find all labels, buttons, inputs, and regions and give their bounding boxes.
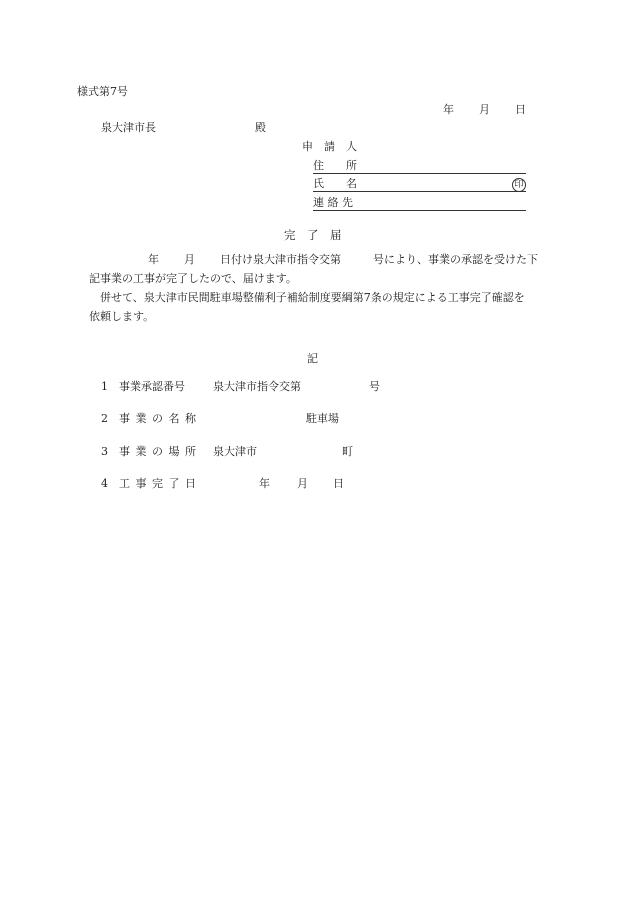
item-label: 事 業 の 場 所 bbox=[119, 445, 197, 458]
addressee-name: 泉大津市長 bbox=[101, 121, 156, 134]
item-number: 3 bbox=[101, 445, 108, 458]
form-number: 様式第7号 bbox=[77, 85, 128, 98]
name-label: 氏 名 bbox=[313, 177, 357, 190]
body-month: 月 bbox=[184, 253, 195, 266]
body-line3: 併せて、泉大津市民間駐車場整備利子補給制度要綱第7条の規定による工事完了確認を bbox=[89, 291, 525, 304]
address-label: 住 所 bbox=[313, 159, 357, 172]
item-number: 2 bbox=[101, 412, 108, 425]
item-value-prefix: 泉大津市 bbox=[213, 445, 257, 458]
item-value-suffix: 町 bbox=[342, 445, 353, 458]
name-field-line[interactable] bbox=[313, 191, 526, 192]
item-label: 工 事 完 了 日 bbox=[119, 477, 197, 490]
item-value-year: 年 bbox=[259, 477, 270, 490]
header-date-day: 日 bbox=[515, 103, 526, 116]
contact-label: 連 絡 先 bbox=[313, 196, 353, 209]
item-value-prefix: 泉大津市指令交第 bbox=[213, 380, 301, 393]
item-value-suffix: 号 bbox=[369, 380, 380, 393]
item-label: 事 業 の 名 称 bbox=[119, 412, 197, 425]
body-line2: 記事業の工事が完了したので、届けます。 bbox=[89, 272, 297, 285]
ki-heading: 記 bbox=[307, 352, 318, 365]
item-value-day: 日 bbox=[333, 477, 344, 490]
contact-field-line[interactable] bbox=[313, 210, 526, 211]
item-value-month: 月 bbox=[297, 477, 308, 490]
item-value-suffix: 駐車場 bbox=[306, 412, 339, 425]
item-number: 4 bbox=[101, 477, 108, 490]
item-label: 事業承認番号 bbox=[119, 380, 185, 393]
body-year: 年 bbox=[148, 253, 159, 266]
addressee-honorific: 殿 bbox=[255, 121, 266, 134]
body-line1-rest: 日付け泉大津市指令交第 bbox=[220, 253, 341, 266]
header-date-year: 年 bbox=[443, 103, 454, 116]
body-line4: 依頼します。 bbox=[89, 310, 155, 323]
body-line1-suffix: 号により、事業の承認を受けた下 bbox=[373, 253, 538, 266]
applicant-label: 申 請 人 bbox=[302, 140, 357, 153]
address-field-line[interactable] bbox=[313, 173, 526, 174]
item-number: 1 bbox=[101, 380, 108, 393]
document-title: 完 了 届 bbox=[284, 228, 342, 242]
seal-mark: 印 bbox=[512, 178, 526, 192]
header-date-month: 月 bbox=[479, 103, 490, 116]
